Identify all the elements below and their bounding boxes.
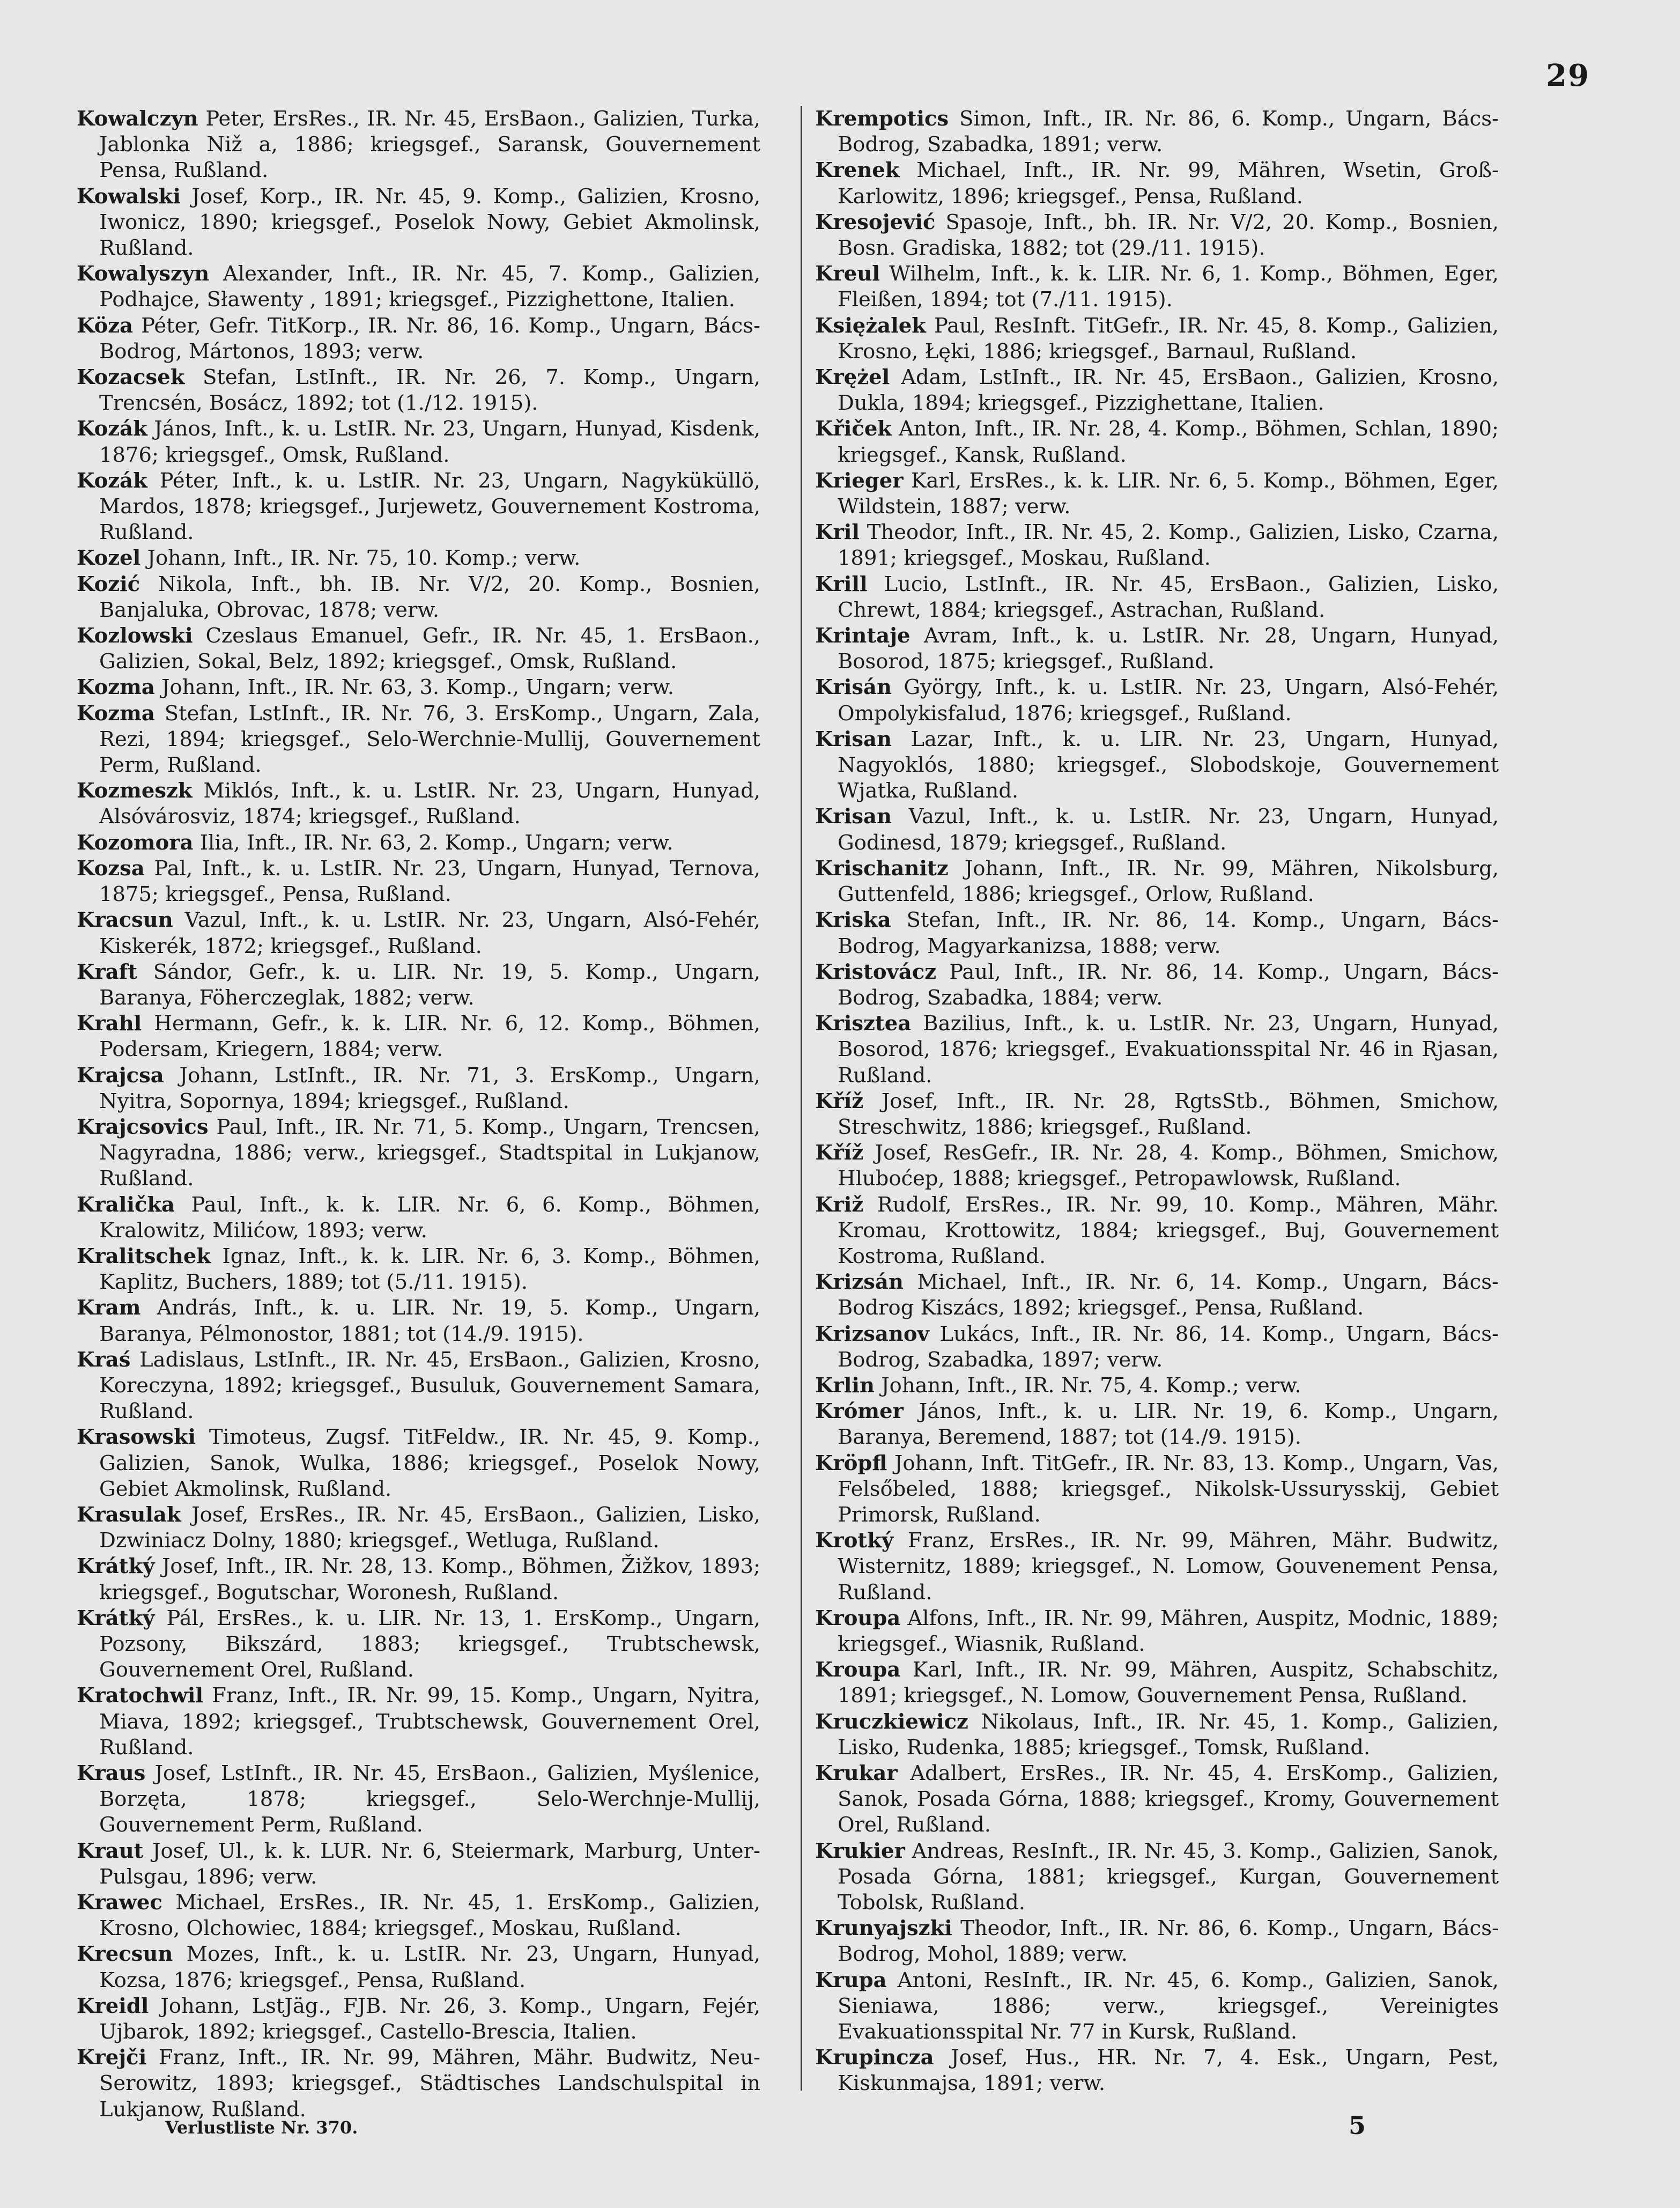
entry-details: Rudolf, ErsRes., IR. Nr. 99, 10. Komp., Mähren, Mähr. Kromau, Krottowitz, 1884; kriegsgef., Buj, Gouvernement Kostroma, Rußland. [838,1192,1499,1268]
casualty-entry [815,1373,1499,1399]
entry-surname: Kram [77,1296,141,1320]
entry-surname: Křiček [815,417,892,441]
entry-details: Josef, Inft., IR. Nr. 28, RgtsStb., Böhmen, Smichow, Streschwitz, 1886; kriegsgef., Rußland. [838,1089,1499,1139]
casualty-entry [77,1192,760,1244]
casualty-entry [77,1063,760,1114]
entry-surname: Kříž [815,1089,864,1113]
casualty-entry [77,1890,760,1941]
casualty-entry [815,675,1499,726]
left-column [77,106,760,2123]
casualty-entry [77,468,760,546]
entry-surname: Krejči [77,2045,147,2070]
casualty-entry [77,1941,760,1993]
entry-surname: Kraś [77,1347,131,1372]
entry-details: Josef, ErsRes., IR. Nr. 45, ErsBaon., Galizien, Lisko, Dzwiniacz Dolny, 1880; kriegsgef., Wetluga, Rußland. [99,1502,760,1553]
casualty-entry [77,106,760,184]
entry-details: Paul, Inft., IR. Nr. 71, 5. Komp., Ungarn, Trencsen, Nagyradna, 1886; verw., kriegsgef., Stadtspital in Lukjanow, Rußland. [99,1114,760,1191]
entry-surname: Köza [77,313,134,338]
entry-details: Karl, ErsRes., k. k. LIR. Nr. 6, 5. Komp., Böhmen, Eger, Wildstein, 1887; verw. [838,468,1499,519]
entry-surname: Kraft [77,959,138,984]
entry-surname: Kozma [77,701,155,726]
entry-details: Wilhelm, Inft., k. k. LIR. Nr. 6, 1. Komp., Böhmen, Eger, Fleißen, 1894; tot (7./11. 1915). [838,262,1499,312]
casualty-entry [815,572,1499,623]
entry-details: Adalbert, ErsRes., IR. Nr. 45, 4. ErsKomp., Galizien, Sanok, Posada Górna, 1888; kriegsgef., Kromy, Gouvernement Orel, Rußland. [838,1761,1499,1837]
entry-surname: Krajcsa [77,1063,164,1088]
entry-details: Theodor, Inft., IR. Nr. 86, 6. Komp., Ungarn, Bács-Bodrog, Mohol, 1889; verw. [838,1916,1499,1967]
entry-details: Josef, ResGefr., IR. Nr. 28, 4. Komp., Böhmen, Smichow, Hluboćep, 1888; kriegsgef., Petropawlowsk, Rußland. [838,1141,1499,1191]
casualty-entry [815,1321,1499,1373]
entry-details: Czeslaus Emanuel, Gefr., IR. Nr. 45, 1. ErsBaon., Galizien, Sokal, Belz, 1892; kriegsgef., Omsk, Rußland. [99,624,760,674]
entry-surname: Krisztea [815,1011,912,1036]
entry-details: Michael, ErsRes., IR. Nr. 45, 1. ErsKomp., Galizien, Krosno, Olchowiec, 1884; kriegsgef., Moskau, Rußland. [99,1891,760,1941]
casualty-entry [815,856,1499,907]
entry-details: Paul, Inft., IR. Nr. 86, 14. Komp., Ungarn, Bács-Bodrog, Szabadka, 1884; verw. [838,959,1499,1010]
casualty-entry [77,1424,760,1502]
entry-details: Josef, Korp., IR. Nr. 45, 9. Komp., Galizien, Krosno, Iwonicz, 1890; kriegsgef., Poselok Nowy, Gebiet Akmolinsk, Rußland. [99,184,760,261]
entry-surname: Kracsun [77,908,173,933]
footer-signature-mark: 5 [1349,2111,1366,2140]
casualty-entry [815,1089,1499,1140]
entry-details: Stefan, LstInft., IR. Nr. 76, 3. ErsKomp., Ungarn, Zala, Rezi, 1894; kriegsgef., Selo-Werchnie-Mullij, Gouvernement Perm, Rußland. [99,701,760,778]
entry-surname: Krischanitz [815,856,949,881]
entry-surname: Krizsanov [815,1321,929,1346]
entry-details: Vazul, Inft., k. u. LstIR. Nr. 23, Ungarn, Hunyad, Godinesd, 1879; kriegsgef., Rußland. [838,804,1499,855]
casualty-entry [815,468,1499,520]
entry-details: Bazilius, Inft., k. u. LstIR. Nr. 23, Ungarn, Hunyad, Bosorod, 1876; kriegsgef., Evakuationsspital Nr. 46 in Rjasan, Rußland. [838,1011,1499,1088]
entry-details: Ignaz, Inft., k. k. LIR. Nr. 6, 3. Komp., Böhmen, Kaplitz, Buchers, 1889; tot (5./11. 1915). [99,1244,760,1295]
casualty-entry [77,907,760,959]
entry-details: Spasoje, Inft., bh. IR. Nr. V/2, 20. Komp., Bosnien, Bosn. Gradiska, 1882; tot (29./11. 1915). [838,210,1499,261]
casualty-entry [815,416,1499,468]
entry-details: Johann, Inft., IR. Nr. 99, Mähren, Nikolsburg, Guttenfeld, 1886; kriegsgef., Orlow, Rußland. [838,856,1499,907]
entry-surname: Kozsa [77,856,145,881]
entry-surname: Krieger [815,468,904,493]
entry-details: Péter, Gefr. TitKorp., IR. Nr. 86, 16. Komp., Ungarn, Bács-Bodrog, Mártonos, 1893; verw. [99,313,760,364]
entry-surname: Kratochwil [77,1683,203,1708]
entry-surname: Krukier [815,1838,905,1863]
casualty-entry [77,1993,760,2045]
entry-surname: Krómer [815,1399,904,1424]
footer-list-number: Verlustliste Nr. 370. [165,2117,358,2138]
entry-surname: Kril [815,520,860,545]
entry-details: Peter, ErsRes., IR. Nr. 45, ErsBaon., Galizien, Turka, Jablonka Niž a, 1886; kriegsgef., Saransk, Gouvernement Pensa, Rußland. [99,107,760,183]
entry-surname: Kozomora [77,830,194,855]
casualty-entry [77,856,760,907]
entry-surname: Kraus [77,1761,146,1785]
entry-details: Miklós, Inft., k. u. LstIR. Nr. 23, Ungarn, Hunyad, Alsóvárosviz, 1874; kriegsgef., Rußland. [99,779,760,829]
entry-details: Simon, Inft., IR. Nr. 86, 6. Komp., Ungarn, Bács-Bodrog, Szabadka, 1891; verw. [838,107,1499,157]
entry-surname: Kozák [77,468,147,493]
right-column [815,106,1499,2097]
entry-details: Alexander, Inft., IR. Nr. 45, 7. Komp., Galizien, Podhajce, Sławenty , 1891; kriegsgef., Pizzighettone, Italien. [99,262,760,312]
entry-surname: Krasowski [77,1425,196,1450]
entry-surname: Kreidl [77,1993,149,2018]
entry-details: Andreas, ResInft., IR. Nr. 45, 3. Komp., Galizien, Sanok, Posada Górna, 1881; kriegsgef., Kurgan, Gouvernement Tobolsk, Rußland. [838,1838,1499,1915]
entry-details: Ilia, Inft., IR. Nr. 63, 2. Komp., Ungarn; verw. [199,830,674,855]
entry-details: Pál, ErsRes., k. u. LIR. Nr. 13, 1. ErsKomp., Ungarn, Pozsony, Bikszárd, 1883; kriegsgef., Trubtschewsk, Gouvernement Orel, Rußland. [99,1606,760,1682]
casualty-entry [815,623,1499,675]
entry-surname: Kruczkiewicz [815,1709,968,1734]
casualty-entry [77,365,760,416]
entry-details: György, Inft., k. u. LstIR. Nr. 23, Ungarn, Alsó-Fehér, Ompolykisfalud, 1876; kriegsgef., Rußland. [838,675,1499,726]
casualty-entry [77,959,760,1011]
entry-details: Theodor, Inft., IR. Nr. 45, 2. Komp., Galizien, Lisko, Czarna, 1891; kriegsgef., Moskau, Rußland. [838,520,1499,571]
casualty-entry [815,1606,1499,1657]
entry-details: Johann, LstJäg., FJB. Nr. 26, 3. Komp., Ungarn, Fejér, Ujbarok, 1892; kriegsgef., Castello-Brescia, Italien. [99,1993,760,2044]
entry-details: Avram, Inft., k. u. LstIR. Nr. 28, Ungarn, Hunyad, Bosorod, 1875; kriegsgef., Rußland. [838,624,1499,674]
casualty-entry [77,313,760,365]
entry-details: Nikolaus, Inft., IR. Nr. 45, 1. Komp., Galizien, Lisko, Rudenka, 1885; kriegsgef., Tomsk, Rußland. [838,1709,1499,1760]
entry-details: Antoni, ResInft., IR. Nr. 45, 6. Komp., Galizien, Sanok, Sieniawa, 1886; verw., kriegsgef., Vereinigtes Evakuationsspital Nr. 77 in Kursk, Rußland. [838,1968,1499,2044]
column-divider [801,106,802,2091]
entry-surname: Kroupa [815,1606,901,1630]
entry-details: Karl, Inft., IR. Nr. 99, Mähren, Auspitz, Schabschitz, 1891; kriegsgef., N. Lomow, Gouvernement Pensa, Rußland. [838,1658,1499,1708]
casualty-entry [77,623,760,675]
entry-surname: Krizsán [815,1270,904,1295]
entry-details: Michael, Inft., IR. Nr. 99, Mähren, Wsetin, Groß-Karlowitz, 1896; kriegsgef., Pensa, Rußland. [838,158,1499,209]
casualty-entry [77,830,760,856]
entry-surname: Kroupa [815,1658,901,1682]
entry-details: Franz, Inft., IR. Nr. 99, Mähren, Mähr. Budwitz, Neu-Serowitz, 1893; kriegsgef., Städtisches Landschulspital in Lukjanow, Rußland. [99,2045,760,2122]
entry-details: Josef, Ul., k. k. LUR. Nr. 6, Steiermark, Marburg, Unter-Pulsgau, 1896; verw. [99,1838,760,1889]
entry-surname: Kozlowski [77,624,193,648]
entry-details: Hermann, Gefr., k. k. LIR. Nr. 6, 12. Komp., Böhmen, Podersam, Kriegern, 1884; verw. [99,1011,760,1062]
entry-surname: Kralička [77,1192,175,1217]
casualty-entry [77,1838,760,1890]
casualty-entry [77,701,760,779]
casualty-entry [815,1269,1499,1321]
casualty-entry [815,520,1499,571]
entry-details: Péter, Inft., k. u. LstIR. Nr. 23, Ungarn, Nagyküküllö, Mardos, 1878; kriegsgef., Jurjewetz, Gouvernement Kostroma, Rußland. [99,468,760,545]
entry-surname: Krupa [815,1968,887,1992]
entry-surname: Krupincza [815,2045,934,2070]
casualty-entry [815,907,1499,959]
entry-surname: Krintaje [815,624,911,648]
entry-details: Alfons, Inft., IR. Nr. 99, Mähren, Auspitz, Modnic, 1889; kriegsgef., Wiasnik, Rußland. [838,1606,1499,1656]
casualty-entry [77,416,760,468]
entry-details: Michael, Inft., IR. Nr. 6, 14. Komp., Ungarn, Bács-Bodrog Kiszács, 1892; kriegsgef., Pensa, Rußland. [838,1270,1499,1320]
casualty-entry [815,1399,1499,1450]
entry-surname: Krecsun [77,1942,173,1967]
casualty-entry [815,1761,1499,1838]
casualty-entry [77,545,760,571]
entry-details: Josef, Hus., HR. Nr. 7, 4. Esk., Ungarn, Pest, Kiskunmajsa, 1891; verw. [838,2045,1499,2096]
entry-details: Paul, ResInft. TitGefr., IR. Nr. 45, 8. Komp., Galizien, Krosno, Łęki, 1886; kriegsgef., Barnaul, Rußland. [838,313,1499,364]
entry-surname: Krężel [815,365,890,390]
casualty-entry [77,1244,760,1295]
casualty-entry [77,2045,760,2123]
entry-details: Anton, Inft., IR. Nr. 28, 4. Komp., Böhmen, Schlan, 1890; kriegsgef., Kansk, Rußland. [838,417,1499,467]
casualty-entry [815,1192,1499,1270]
casualty-entry [815,804,1499,855]
entry-details: Johann, LstInft., IR. Nr. 71, 3. ErsKomp., Ungarn, Nyitra, Sopornya, 1894; kriegsgef., Rußland. [99,1063,760,1113]
casualty-entry [815,959,1499,1011]
casualty-entry [815,210,1499,261]
entry-details: Timoteus, Zugsf. TitFeldw., IR. Nr. 45, 9. Komp., Galizien, Sanok, Wulka, 1886; kriegsgef., Poselok Nowy, Gebiet Akmolinsk, Rußland. [99,1425,760,1501]
entry-details: Franz, Inft., IR. Nr. 99, 15. Komp., Ungarn, Nyitra, Miava, 1892; kriegsgef., Trubtschewsk, Gouvernement Orel, Rußland. [99,1683,760,1760]
casualty-entry [815,313,1499,365]
entry-details: Lazar, Inft., k. u. LIR. Nr. 23, Ungarn, Hunyad, Nagyoklós, 1880; kriegsgef., Slobodskoje, Gouvernement Wjatka, Rußland. [838,727,1499,803]
entry-surname: Kozacsek [77,365,185,390]
casualty-entry [815,1528,1499,1606]
entry-surname: Kröpfl [815,1451,887,1475]
entry-surname: Kralitschek [77,1244,211,1268]
entry-surname: Krempotics [815,107,949,131]
entry-details: Paul, Inft., k. k. LIR. Nr. 6, 6. Komp., Böhmen, Kralowitz, Milićow, 1893; verw. [99,1192,760,1243]
casualty-entry [815,261,1499,313]
casualty-entry [815,2045,1499,2096]
entry-surname: Kristovácz [815,959,937,984]
entry-surname: Krukar [815,1761,898,1785]
casualty-entry [77,1011,760,1062]
entry-surname: Kozma [77,675,155,700]
entry-surname: Krill [815,572,868,596]
casualty-entry [815,365,1499,416]
entry-details: Sándor, Gefr., k. u. LIR. Nr. 19, 5. Komp., Ungarn, Baranya, Föherczeglak, 1882; verw. [99,959,760,1010]
entry-surname: Krisan [815,804,892,829]
casualty-entry [77,1502,760,1554]
entry-details: András, Inft., k. u. LIR. Nr. 19, 5. Komp., Ungarn, Baranya, Pélmonostor, 1881; tot (14./9. 1915). [99,1296,760,1346]
entry-surname: Kozák [77,417,147,441]
entry-surname: Kraut [77,1838,144,1863]
entry-surname: Krahl [77,1011,142,1036]
entry-surname: Krlin [815,1373,875,1398]
entry-surname: Kriska [815,908,891,933]
entry-details: Johann, Inft. TitGefr., IR. Nr. 83, 13. Komp., Ungarn, Vas, Felsőbeled, 1888; kriegsgef., Nikolsk-Ussurysskij, Gebiet Primorsk, Rußland. [838,1451,1499,1527]
entry-surname: Krenek [815,158,900,183]
entry-surname: Krunyajszki [815,1916,952,1941]
entry-details: János, Inft., k. u. LIR. Nr. 19, 6. Komp., Ungarn, Baranya, Beremend, 1887; tot (14./9. 1915). [838,1399,1499,1450]
entry-details: Johann, Inft., IR. Nr. 63, 3. Komp., Ungarn; verw. [161,675,674,700]
casualty-entry [77,1554,760,1605]
entry-surname: Krasulak [77,1502,181,1527]
entry-details: Lukács, Inft., IR. Nr. 86, 14. Komp., Ungarn, Bács-Bodrog, Szabadka, 1897; verw. [838,1321,1499,1372]
entry-surname: Krawec [77,1891,162,1915]
entry-surname: Krisán [815,675,892,700]
casualty-entry [77,1761,760,1838]
entry-details: Josef, Inft., IR. Nr. 28, 13. Komp., Böhmen, Žižkov, 1893; kriegsgef., Bogutschar, Woronesh, Rußland. [99,1554,760,1605]
entry-surname: Kowalczyn [77,107,198,131]
casualty-entry [815,1011,1499,1089]
casualty-entry [77,1347,760,1425]
casualty-entry [77,675,760,700]
casualty-entry [815,727,1499,804]
casualty-entry [815,1968,1499,2045]
entry-details: Stefan, Inft., IR. Nr. 86, 14. Komp., Ungarn, Bács-Bodrog, Magyarkanizsa, 1888; verw. [838,908,1499,958]
entry-details: Franz, ErsRes., IR. Nr. 99, Mähren, Mähr. Budwitz, Wisternitz, 1889; kriegsgef., N. Lomow, Gouvenement Pensa, Rußland. [838,1528,1499,1605]
entry-details: Vazul, Inft., k. u. LstIR. Nr. 23, Ungarn, Alsó-Fehér, Kiskerék, 1872; kriegsgef., Rußland. [99,908,760,958]
entry-details: Mozes, Inft., k. u. LstIR. Nr. 23, Ungarn, Hunyad, Kozsa, 1876; kriegsgef., Pensa, Rußland. [99,1942,760,1992]
casualty-entry [815,1916,1499,1967]
entry-surname: Krajcsovics [77,1114,209,1139]
entry-surname: Kříž [815,1141,864,1165]
casualty-entry [77,1606,760,1683]
casualty-entry [77,1114,760,1192]
entry-details: Johann, Inft., IR. Nr. 75, 10. Komp.; verw. [147,546,581,571]
entry-surname: Krátký [77,1606,155,1630]
casualty-entry [77,572,760,623]
entry-surname: Kozić [77,572,140,596]
entry-details: Pal, Inft., k. u. LstIR. Nr. 23, Ungarn, Hunyad, Ternova, 1875; kriegsgef., Pensa, Rußland. [99,856,760,907]
casualty-entry [77,261,760,313]
entry-details: János, Inft., k. u. LstIR. Nr. 23, Ungarn, Hunyad, Kisdenk, 1876; kriegsgef., Omsk, Rußland. [99,417,760,467]
casualty-entry [815,1709,1499,1761]
entry-details: Josef, LstInft., IR. Nr. 45, ErsBaon., Galizien, Myślenice, Borzęta, 1878; kriegsgef., Selo-Werchnje-Mullij, Gouvernement Perm, Rußland. [99,1761,760,1837]
entry-details: Ladislaus, LstInft., IR. Nr. 45, ErsBaon., Galizien, Krosno, Koreczyna, 1892; kriegsgef., Busuluk, Gouvernement Samara, Rußland. [99,1347,760,1424]
casualty-entry [77,1295,760,1347]
casualty-entry [815,1657,1499,1709]
entry-surname: Kreul [815,262,880,286]
entry-surname: Kowalski [77,184,181,209]
entry-surname: Kozel [77,546,141,571]
entry-surname: Krátký [77,1554,155,1579]
entry-surname: Księżalek [815,313,926,338]
entry-surname: Kresojević [815,210,936,234]
entry-surname: Krotký [815,1528,894,1553]
casualty-entry [77,184,760,262]
entry-details: Nikola, Inft., bh. IB. Nr. V/2, 20. Komp., Bosnien, Banjaluka, Obrovac, 1878; verw. [99,572,760,622]
casualty-entry [815,1451,1499,1528]
page-number: 29 [1546,58,1590,93]
entry-surname: Križ [815,1192,864,1217]
casualty-entry [815,106,1499,158]
entry-details: Stefan, LstInft., IR. Nr. 26, 7. Komp., Ungarn, Trencsén, Bosácz, 1892; tot (1./12. 1915). [99,365,760,416]
casualty-entry [815,1140,1499,1192]
casualty-entry [815,158,1499,209]
entry-surname: Kozmeszk [77,779,193,803]
entry-surname: Krisan [815,727,892,751]
entry-surname: Kowalyszyn [77,262,210,286]
casualty-entry [77,778,760,830]
entry-details: Johann, Inft., IR. Nr. 75, 4. Komp.; verw. [881,1373,1301,1398]
casualty-entry [815,1838,1499,1916]
entry-details: Adam, LstInft., IR. Nr. 45, ErsBaon., Galizien, Krosno, Dukla, 1894; kriegsgef., Pizzighettane, Italien. [838,365,1499,416]
casualty-entry [77,1683,760,1761]
entry-details: Lucio, LstInft., IR. Nr. 45, ErsBaon., Galizien, Lisko, Chrewt, 1884; kriegsgef., Astrachan, Rußland. [838,572,1499,622]
